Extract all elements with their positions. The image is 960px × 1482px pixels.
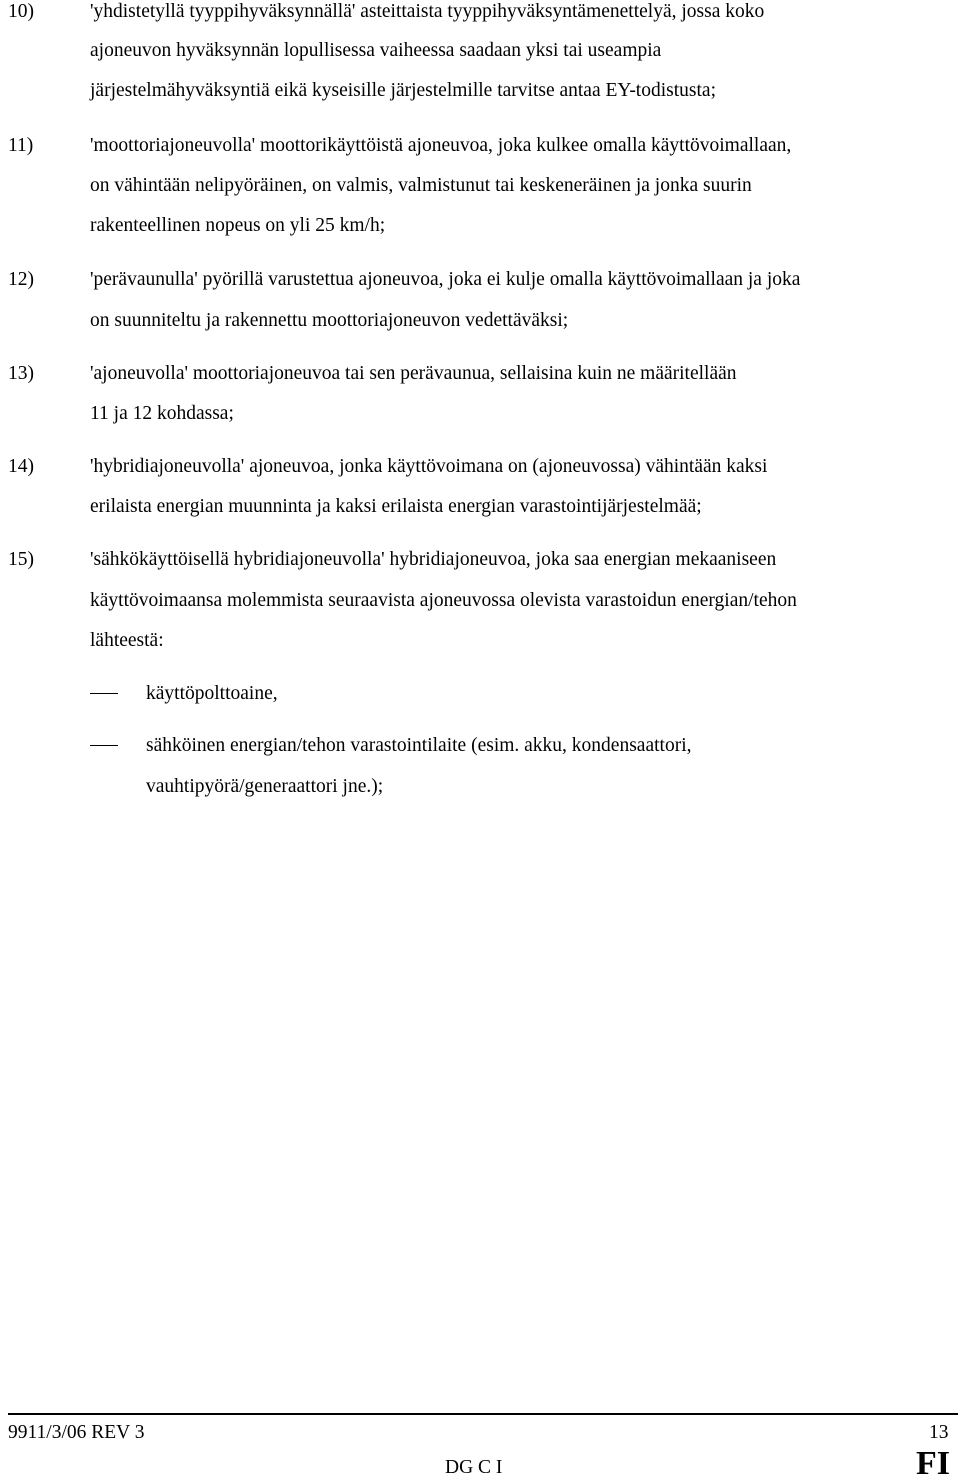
item-line: ajoneuvon hyväksynnän lopullisessa vaiheessa saadaan yksi tai useampia — [90, 40, 662, 61]
sub-item-line: vauhtipyörä/generaattori jne.); — [146, 776, 384, 797]
item-line: erilaista energian muunninta ja kaksi erilaista energian varastointijärjestelmää; — [90, 496, 702, 517]
item-line: käyttövoimaansa molemmista seuraavista ajoneuvossa olevista varastoidun energian/tehon — [90, 590, 797, 611]
page-number: 13 — [929, 1422, 949, 1443]
footer-divider — [8, 1413, 958, 1415]
item-line: rakenteellinen nopeus on yli 25 km/h; — [90, 215, 386, 236]
document-reference: 9911/3/06 REV 3 — [8, 1422, 145, 1443]
dash-bullet — [90, 693, 118, 694]
directorate-label: DG C I — [445, 1457, 503, 1478]
item-line: 11 ja 12 kohdassa; — [90, 403, 234, 424]
item-number: 12) — [8, 269, 34, 290]
language-code: FI — [916, 1445, 950, 1482]
item-line: 'moottoriajoneuvolla' moottorikäyttöistä ajoneuvoa, joka kulkee omalla käyttövoimallaan, — [90, 135, 792, 156]
item-number: 14) — [8, 456, 34, 477]
sub-item-line: käyttöpolttoaine, — [146, 683, 278, 704]
item-line: 'yhdistetyllä tyyppihyväksynnällä' asteittaista tyyppihyväksyntämenettelyä, jossa koko — [90, 1, 765, 22]
item-line: 'hybridiajoneuvolla' ajoneuvoa, jonka käyttövoimana on (ajoneuvossa) vähintään kaksi — [90, 456, 768, 477]
item-line: 'ajoneuvolla' moottoriajoneuvoa tai sen perävaunua, sellaisina kuin ne määritellään — [90, 363, 737, 384]
item-number: 15) — [8, 549, 34, 570]
item-line: on suunniteltu ja rakennettu moottoriajoneuvon vedettäväksi; — [90, 310, 569, 331]
item-number: 11) — [8, 135, 34, 156]
item-number: 10) — [8, 1, 34, 22]
item-number: 13) — [8, 363, 34, 384]
item-line: 'perävaunulla' pyörillä varustettua ajoneuvoa, joka ei kulje omalla käyttövoimallaan ja joka — [90, 269, 801, 290]
item-line: on vähintään nelipyöräinen, on valmis, valmistunut tai keskeneräinen ja jonka suurin — [90, 175, 752, 196]
item-line: 'sähkökäyttöisellä hybridiajoneuvolla' hybridiajoneuvoa, joka saa energian mekaaniseen — [90, 549, 777, 570]
item-line: järjestelmähyväksyntiä eikä kyseisille järjestelmille tarvitse antaa EY-todistusta; — [90, 80, 716, 101]
item-line: lähteestä: — [90, 630, 164, 651]
sub-item-line: sähköinen energian/tehon varastointilaite (esim. akku, kondensaattori, — [146, 735, 692, 756]
dash-bullet — [90, 745, 118, 746]
